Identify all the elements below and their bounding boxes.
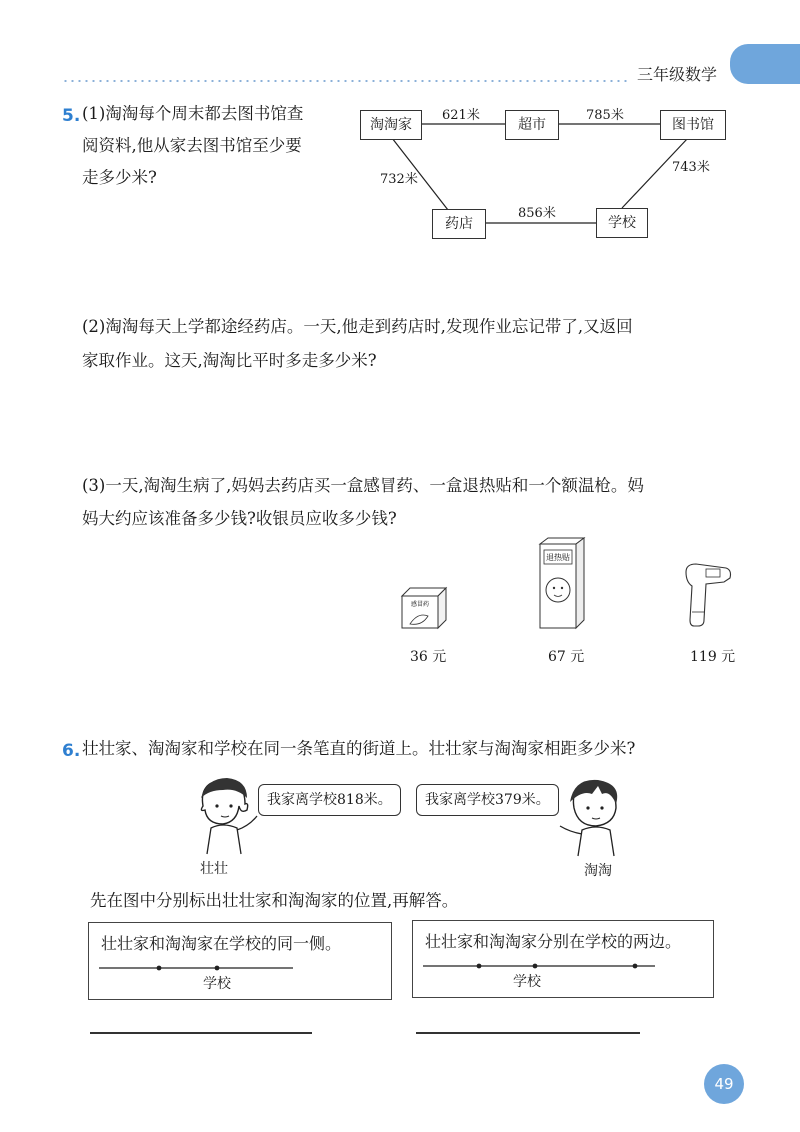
distance-pharmacy-school: 856米 bbox=[518, 206, 556, 221]
case1-title: 壮壮家和淘淘家在学校的同一侧。 bbox=[101, 934, 342, 953]
case1-number-line bbox=[99, 963, 299, 973]
case1-box bbox=[88, 922, 392, 1000]
distance-home-pharmacy: 732米 bbox=[380, 172, 418, 187]
grade-label: 三年级数学 bbox=[637, 65, 718, 84]
fever-patch-label: 退热贴 bbox=[546, 553, 570, 562]
price-thermometer: 119 元 bbox=[690, 649, 736, 665]
route-map-lines bbox=[0, 0, 800, 300]
cold-medicine-box-icon bbox=[398, 586, 450, 630]
map-node-school: 学校 bbox=[596, 208, 648, 238]
q5-part3-line2: 妈大约应该准备多少钱?收银员应收多少钱? bbox=[82, 509, 397, 528]
page-number: 49 bbox=[704, 1064, 744, 1104]
q5-part1-line2: 阅资料,他从家去图书馆至少要 bbox=[82, 136, 302, 155]
zhuangzhuang-figure bbox=[193, 776, 263, 856]
distance-home-market: 621米 bbox=[442, 108, 480, 123]
cold-medicine-label: 感冒药 bbox=[410, 601, 430, 608]
case1-answer-line[interactable] bbox=[90, 1032, 312, 1034]
taotao-figure bbox=[556, 778, 626, 858]
distance-library-school: 743米 bbox=[672, 160, 710, 175]
case2-answer-line[interactable] bbox=[416, 1032, 640, 1034]
map-node-home: 淘淘家 bbox=[360, 110, 422, 140]
thermometer-gun-icon bbox=[680, 562, 734, 632]
q5-number: 5. bbox=[62, 106, 81, 126]
price-fever-patch: 67 元 bbox=[548, 649, 585, 665]
taotao-speech-bubble: 我家离学校379米。 bbox=[416, 784, 559, 816]
fever-patch-box-icon bbox=[536, 536, 588, 630]
price-cold-medicine: 36 元 bbox=[410, 649, 447, 665]
q6-question: 壮壮家、淘淘家和学校在同一条笔直的街道上。壮壮家与淘淘家相距多少米? bbox=[82, 739, 636, 758]
case2-box bbox=[412, 920, 714, 998]
map-node-pharmacy: 药店 bbox=[432, 209, 486, 239]
q5-part3-line1: (3)一天,淘淘生病了,妈妈去药店买一盒感冒药、一盒退热贴和一个额温枪。妈 bbox=[82, 476, 644, 495]
q5-part2-line1: (2)淘淘每天上学都途经药店。一天,他走到药店时,发现作业忘记带了,又返回 bbox=[82, 317, 633, 336]
case2-school-label: 学校 bbox=[513, 974, 541, 990]
q5-part1-line1: (1)淘淘每个周末都去图书馆查 bbox=[82, 104, 304, 123]
distance-market-library: 785米 bbox=[586, 108, 624, 123]
zhuangzhuang-speech-bubble: 我家离学校818米。 bbox=[258, 784, 401, 816]
q5-part2-line2: 家取作业。这天,淘淘比平时多走多少米? bbox=[82, 351, 377, 370]
taotao-name: 淘淘 bbox=[584, 863, 612, 879]
case2-title: 壮壮家和淘淘家分别在学校的两边。 bbox=[425, 932, 682, 951]
q6-instruction: 先在图中分别标出壮壮家和淘淘家的位置,再解答。 bbox=[90, 891, 459, 910]
zhuangzhuang-name: 壮壮 bbox=[200, 861, 228, 877]
q6-number: 6. bbox=[62, 741, 81, 761]
case1-school-label: 学校 bbox=[203, 976, 231, 992]
q5-part1-line3: 走多少米? bbox=[82, 168, 157, 187]
case2-number-line bbox=[423, 961, 663, 971]
map-node-market: 超市 bbox=[505, 110, 559, 140]
map-node-library: 图书馆 bbox=[660, 110, 726, 140]
